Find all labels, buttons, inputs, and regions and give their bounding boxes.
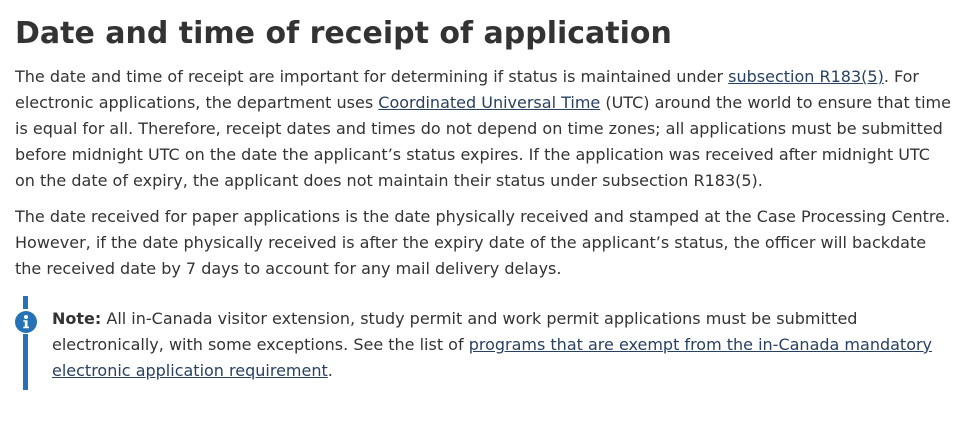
- note-body: All in-Canada visitor extension, study permit and work permit applications must be submitted electronically, with some exceptions. See the list of: [52, 309, 858, 354]
- paragraph-receipt-importance: [15, 64, 951, 194]
- exempt-programs-link[interactable]: programs that are exempt from the in-Canada mandatory electronic application requirement: [52, 335, 933, 380]
- utc-link[interactable]: Coordinated Universal Time: [378, 93, 601, 112]
- subsection-r183-link[interactable]: subsection R183(5): [728, 67, 884, 86]
- note-label: Note:: [52, 309, 102, 328]
- note-text: [52, 306, 951, 384]
- paragraph-paper-applications: The date received for paper applications is the date physically received and stamped at the Case Processing Centre. However, if the date physically received is after the expiry date of the applicant’s status, the officer will backdate the received date by 7 days to account for any mail delivery delays.: [15, 207, 951, 278]
- paragraph-text: The date and time of receipt are important for determining if status is maintained under: [15, 67, 729, 86]
- page-title: Date and time of receipt of application: [15, 16, 672, 51]
- paragraph-text: . For electronic applications, the department uses: [15, 67, 919, 112]
- info-note: [23, 296, 951, 390]
- info-icon: [13, 309, 38, 334]
- note-body-end: .: [327, 361, 333, 380]
- paragraph-text: (UTC) around the world to ensure that time is equal for all. Therefore, receipt dates and times do not depend on time zones; all applications must be submitted before midnight UTC on the date the applicant’s status expires. If the application was received after midnight UTC on the date of expiry, the applicant does not maintain their status under subsection R183(5).: [15, 93, 951, 190]
